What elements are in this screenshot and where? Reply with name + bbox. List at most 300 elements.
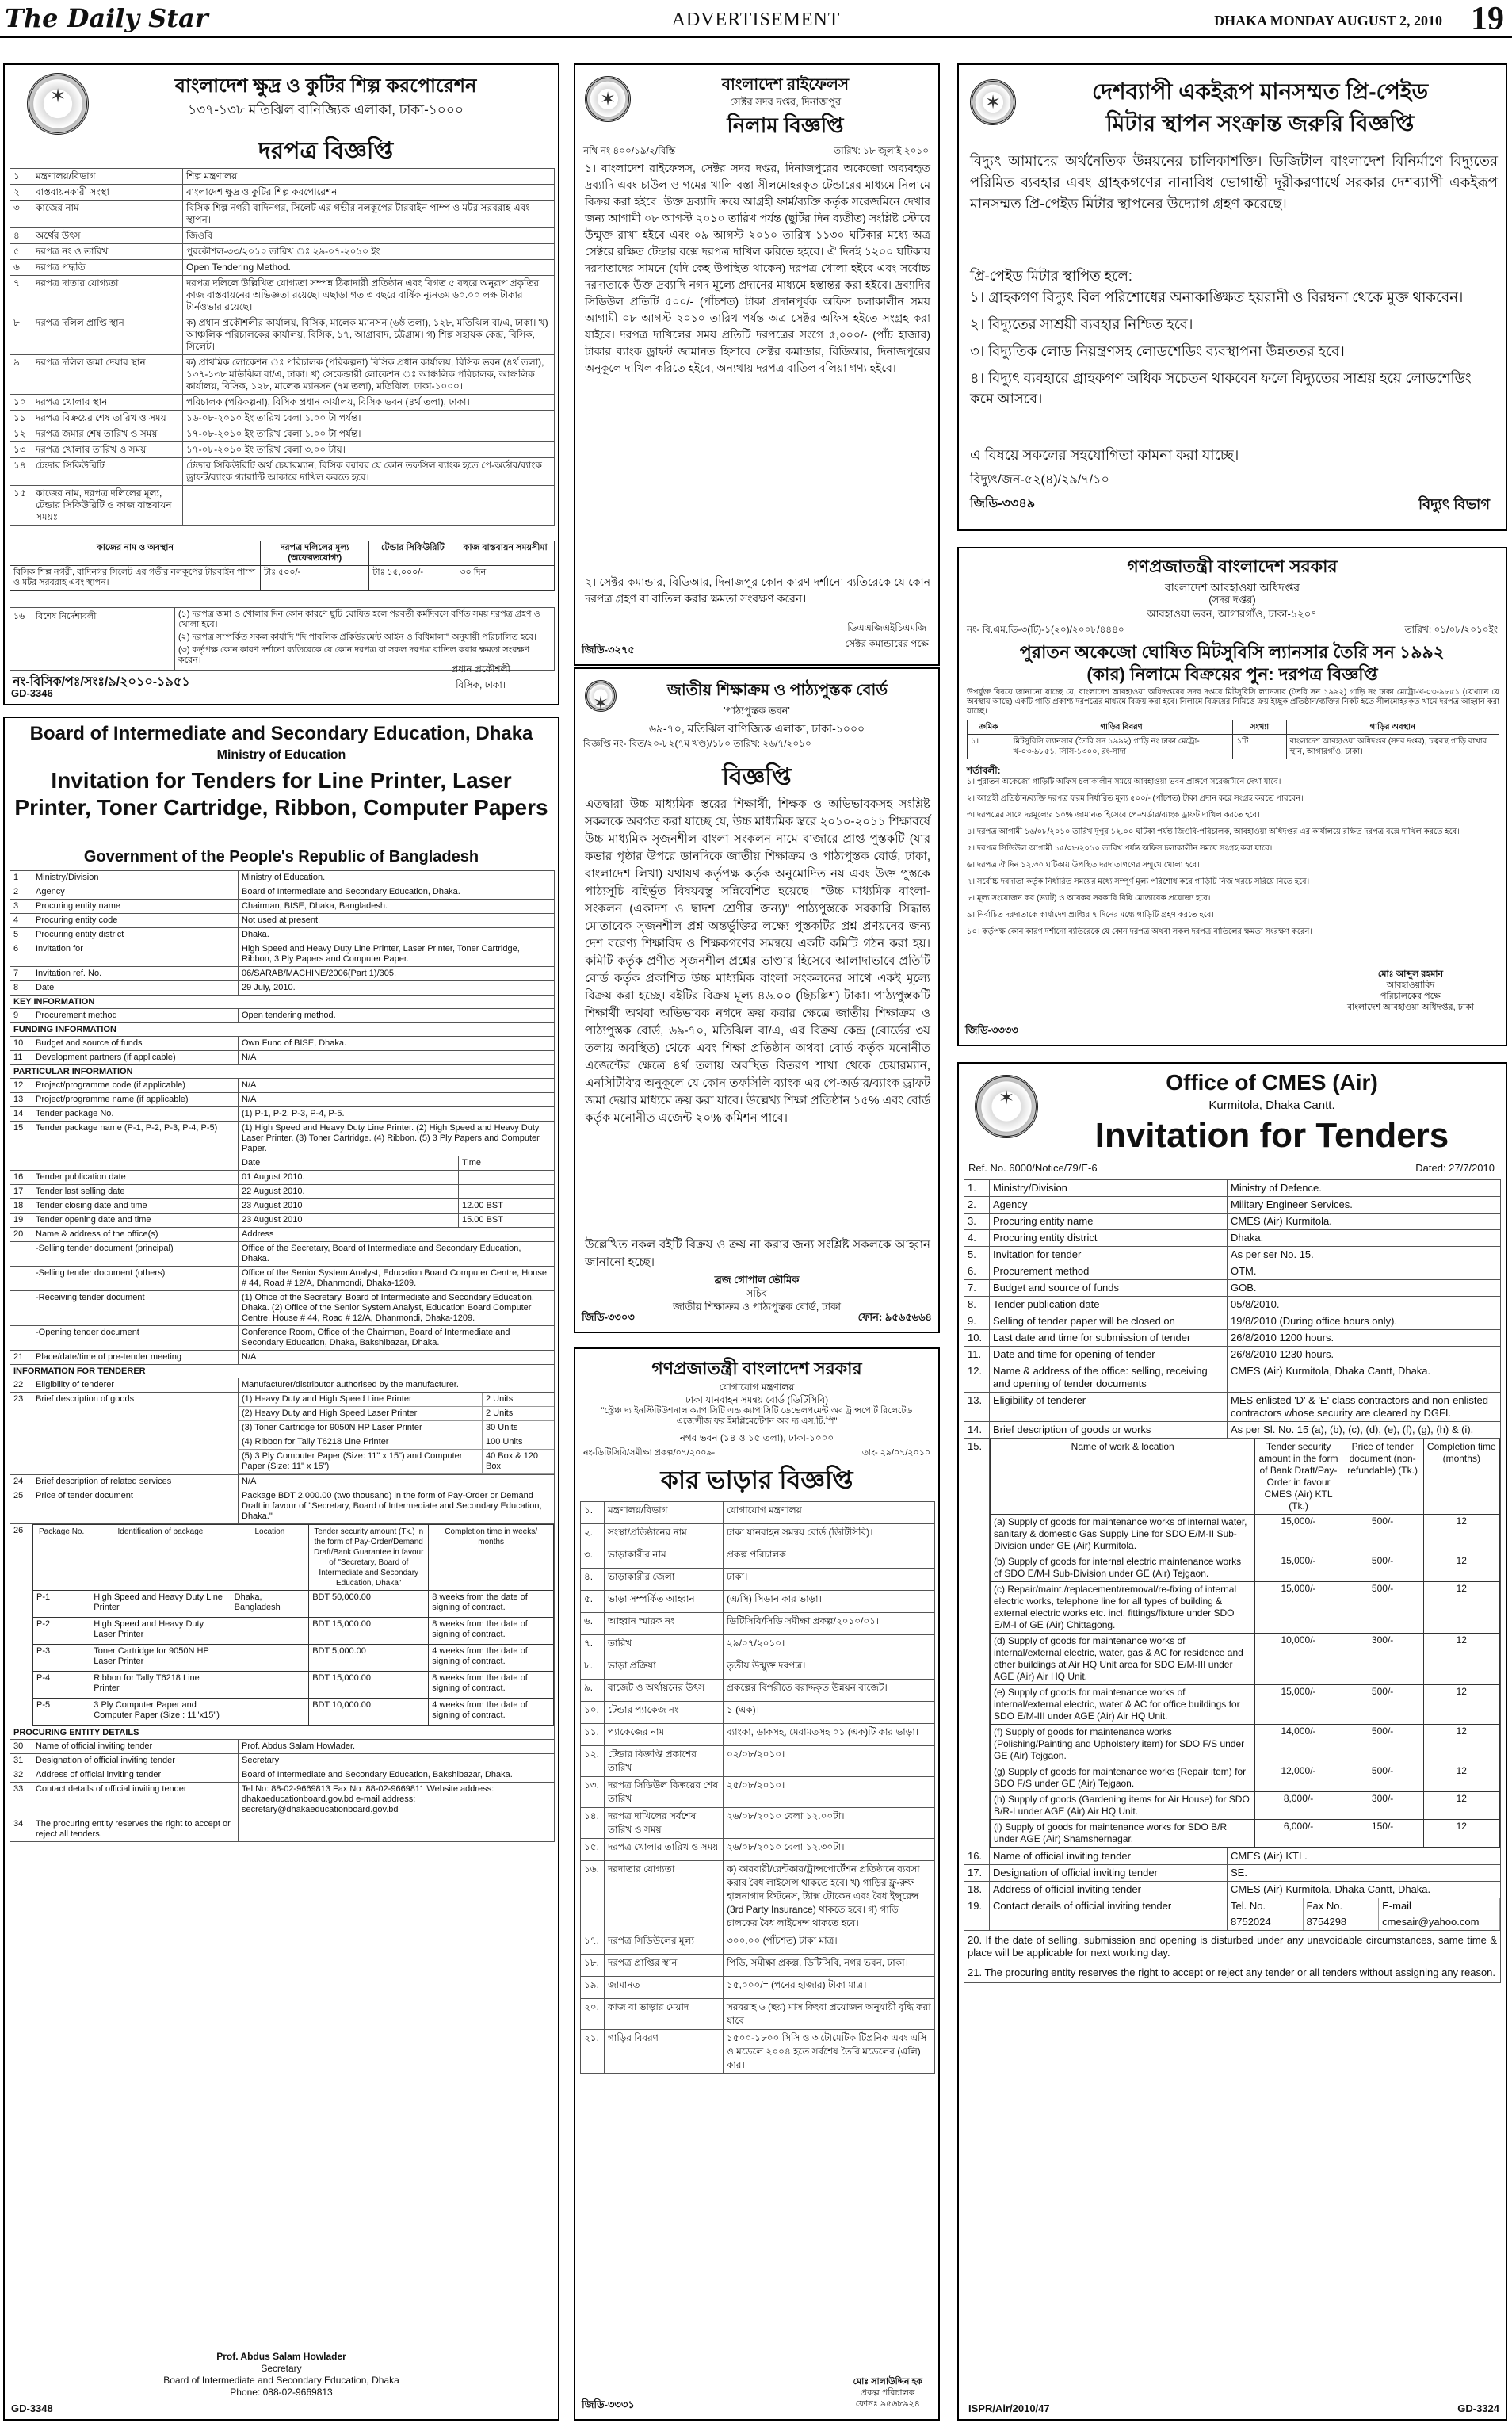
- table-cell: 8,000/-: [1255, 1792, 1342, 1820]
- nctb-signer-org: জাতীয় শিক্ষাক্রম ও পাঠ্যপুস্তক বোর্ড, ঢাকা: [673, 1301, 841, 1313]
- table-row: [10, 1489, 555, 1524]
- table-row: [580, 1613, 935, 1635]
- row-value: 23 August 2010: [239, 1199, 459, 1213]
- table-cell: 8 weeks from the date of signing of contract.: [429, 1618, 554, 1645]
- table-cell: 12: [1423, 1820, 1499, 1848]
- row-label: Price of tender document: [32, 1489, 239, 1523]
- table-row: [10, 1242, 555, 1267]
- goods-name: (5) 3 Ply Computer Paper (Size: 11" x 15") and Computer Paper (Size: 11" x 15"): [239, 1450, 483, 1473]
- bdr-date: তারিখ: ১৮ জুলাই ২০১০: [834, 145, 929, 156]
- goods-item: [239, 1407, 554, 1421]
- table-row: [964, 1422, 1501, 1439]
- table-row: [10, 1351, 555, 1365]
- table-cell: BDT 15,000.00: [309, 1618, 429, 1645]
- column-header: Name of work & location: [991, 1439, 1255, 1515]
- row-label: কাজ বা ভাড়ার মেয়াদ: [605, 1999, 724, 2029]
- table-cell: [231, 1618, 309, 1645]
- row-label: The procuring entity reserves the right to accept or reject all tenders.: [32, 1817, 239, 1841]
- bdr-body: ১। বাংলাদেশ রাইফেলস, সেক্টর সদর দপ্তর, দিনাজপুরের অকেজো অব্যবহৃত দ্রব্যাদি এবং চাউল ও গমের খালি বস্তা সীলমোহরকৃত টেন্ডারের মাধ্যমে নিলামে বিক্রয় করা হইবে। উক্ত দ্রব্যাদি ক্রয়ে আগ্রহী ফার্ম/ব্যক্তি কর্তৃক সরেজমিনে দেখার জন্য আগামী ০৮ আগস্ট ২০১০ তারিখ পর্যন্ত (ছুটির দিন ব্যতীত) সংশ্লিষ্ট স্টোরে উন্মুক্ত রাখা হইবে এবং ০৯ আগস্ট ২০১০ তারিখ ১১৩০ ঘটিকার মধ্যে অত্র সেক্টরে রক্ষিত টেন্ডার বক্সে দরপত্র দাখিল করিতে হইবে। ঐ দিনই ১২০০ ঘটিকায় দরদাতাদের সামনে (যদি কেহ উপস্থিত থাকেন) দরপত্র খোলা হইবে এবং সর্বোচ্চ দরদাতাকে উক্ত দ্রব্যাদি নগদ মূল্যে প্রদানের মাধ্যমে হস্তান্তর করা হইবে। দ্রব্যাদির সিডিউল প্রতিটি ৫০০/- (পাঁচশত) টাকা প্রদানপূর্বক অফিস চলাকালীন সময় আগামী ০৮ আগস্ট ২০১০ তারিখ পর্যন্ত অত্র সেক্টর অফিস হইতে সংগ্রহ করা যাইবে। দরপত্র দাখিলের সময় প্রতিটি দরপত্রের সংগে ৫,০০০/- (পাঁচ হাজার) টাকার ব্যাংক ড্রাফট জামানত হিসাবে সেক্টর কমান্ডার, বিডিআর, দিনাজপুরের অনুকূলে দাখিল করিতে হইবে, অন্যথায় দরপত্র বাতিল বলিয়া গণ্য হইবে।: [585, 162, 930, 374]
- row-number: 14.: [964, 1422, 990, 1438]
- row-value: 26/8/2010 1230 hours.: [1231, 1348, 1334, 1360]
- table-row: [10, 201, 555, 228]
- row-label: ভাড়াকারীর নাম: [605, 1546, 724, 1568]
- row-label: Project/programme name (if applicable): [32, 1093, 239, 1106]
- table-row: [964, 1848, 1501, 1865]
- term-item: ৩। দরপত্রের সাথে দরমূল্যের ১০% জামানত হিসেবে পে-অর্ডার/ব্যাংক ড্রাফট দাখিল করতে হবে।: [967, 811, 1260, 820]
- table-row: [10, 426, 555, 442]
- row-label: আহ্বান স্মারক নং: [605, 1613, 724, 1634]
- table-row: [964, 1393, 1501, 1422]
- row-value: ১৭-০৮-২০১০ ইং তারিখ বেলা ৩.০০ টায়।: [186, 444, 346, 455]
- row-number: ১: [10, 169, 32, 184]
- dateline: DHAKA MONDAY AUGUST 2, 2010: [1214, 13, 1442, 29]
- column-header: কাজের নাম ও অবস্থান: [10, 541, 261, 566]
- row-number: 14: [10, 1107, 32, 1121]
- column-header: Completion time (months): [1423, 1439, 1499, 1515]
- row-label: Tender package No.: [32, 1107, 239, 1121]
- table-row: [10, 355, 555, 395]
- nctb-signer-name: ব্রজ গোপাল ভৌমিক: [714, 1274, 800, 1286]
- row-value: [239, 1817, 554, 1841]
- row-value: শিল্প মন্ত্রণালয়: [186, 170, 238, 182]
- table-row: [580, 1746, 935, 1777]
- bscic-tender-ad: [3, 63, 559, 705]
- car-signer-name: মোঃ সালাউদ্দিন হক: [853, 2377, 922, 2387]
- met-title-2: (কার) নিলামে বিক্রয়ের পুন: দরপত্র বিজ্ঞপ্তি: [1086, 664, 1378, 684]
- car-addr: নগর ভবন (১৪ ও ১৫ তলা), ঢাকা-১০০০: [679, 1432, 834, 1443]
- table-cell: BDT 15,000.00: [309, 1672, 429, 1699]
- row-number: [10, 1326, 32, 1350]
- row-number: 24: [10, 1475, 32, 1489]
- met-date: তারিখ: ০১/০৮/২০১০ইং: [1404, 624, 1498, 635]
- prepaid-code: জিডি-৩৩৪৯: [970, 497, 1036, 510]
- row-number: ১৪: [10, 458, 32, 485]
- table-cell: 300/-: [1342, 1792, 1423, 1820]
- table-cell: BDT 5,000.00: [309, 1645, 429, 1672]
- table-row: [10, 315, 555, 355]
- section-title: ADVERTISEMENT: [671, 10, 841, 30]
- bdr-code: জিডি-৩২৭৫: [582, 644, 635, 655]
- work-name: (f) Supply of goods for maintenance works (Polishing/Painting and Upholstery item) for SDO F/S under GE (Air) Tejgaon.: [991, 1725, 1255, 1764]
- bscic-signer-title: প্রধান প্রকৌশলী: [451, 663, 510, 675]
- bise-phone: Phone: 088-02-9669813: [230, 2387, 333, 2398]
- row-number: ১২: [10, 426, 32, 441]
- bdr-sign-title: সেক্টর কমান্ডারের পক্ষে: [845, 638, 929, 649]
- row-label: Procuring entity district: [990, 1230, 1228, 1246]
- table-row: [580, 1591, 935, 1613]
- table-row: [580, 1932, 935, 1955]
- table-row: [10, 967, 555, 981]
- bscic-work-table: [10, 541, 555, 591]
- row-value: ডিটিসিবি/সিডি সমীক্ষা প্রকল্প/২০১০/০১।: [727, 1615, 880, 1626]
- row-label: Agency: [990, 1197, 1228, 1213]
- work-name: (e) Supply of goods for maintenance works of internal/external electric, water & AC for office buildings for SDO E/M-III under AGE (Air) Air HQ Unit.: [991, 1685, 1255, 1725]
- contact-cell: cmesair@yahoo.com: [1379, 1914, 1500, 1930]
- row-label: দরপত্র প্রাপ্তির স্থান: [605, 1955, 724, 1976]
- met-signer-title: আবহাওয়াবিদ: [1386, 980, 1435, 990]
- table-cell: [231, 1645, 309, 1672]
- goods-qty: 30 Units: [486, 1423, 518, 1432]
- table-row: [10, 1156, 555, 1171]
- goods-item: [239, 1435, 554, 1450]
- row-label: Last date and time for submission of tender: [990, 1330, 1228, 1346]
- met-code: জিডি-৩৩৩৩: [965, 1024, 1018, 1036]
- row-value: (1) Office of the Secretary, Board of Intermediate and Secondary Education, Dhaka. (2) Office of the Senior System Analyst, Education Board Computer Centre, House # 44, Road # 12/A, Dhanmondi, Dhaka-1209.: [242, 1293, 534, 1323]
- package-row: [33, 1591, 554, 1618]
- goods-item: [239, 1421, 554, 1435]
- row-number: [10, 1291, 32, 1325]
- table-cell: 8 weeks from the date of signing of contract.: [429, 1672, 554, 1699]
- table-cell: 8 weeks from the date of signing of contract.: [429, 1591, 554, 1618]
- table-row: [964, 1330, 1501, 1347]
- row-label: [32, 1156, 239, 1170]
- row-number: 2: [10, 885, 32, 899]
- column-header: কাজ বাস্তবায়ন সময়সীমা: [456, 541, 555, 566]
- goods-item: [239, 1393, 554, 1407]
- row-number: [10, 1156, 32, 1170]
- prepaid-title-1: দেশব্যাপী একইরূপ মানসম্মত প্রি-পেইড: [1091, 79, 1429, 104]
- table-row: [964, 1313, 1501, 1330]
- term-item: ৪। দরপত্র আগামী ১৬/০৮/২০১০ তারিখ দুপুর ১২.০০ ঘটিকা পর্যন্ত জিওবি-পরিচালক, আবহাওয়া অধিদপ্তর এর কার্যালয়ে রক্ষিত দরপত্র বক্সে দাখিল করতে হবে।: [967, 827, 1460, 836]
- row-number: 6: [10, 942, 32, 966]
- table-row: [10, 1768, 555, 1783]
- row-number: ১.: [581, 1502, 605, 1523]
- table-cell: 4 weeks from the date of signing of contract.: [429, 1699, 554, 1726]
- row-label: প্যাকেজের নাম: [605, 1724, 724, 1745]
- row-time: [459, 1171, 554, 1184]
- package-row: [33, 1645, 554, 1672]
- car-gov: গণপ্রজাতন্ত্রী বাংলাদেশ সরকার: [651, 1359, 862, 1378]
- goods-name: (4) Ribbon for Tally T6218 Line Printer: [239, 1435, 483, 1449]
- table-cell: 12: [1423, 1725, 1499, 1764]
- table-cell: 10,000/-: [1255, 1634, 1342, 1685]
- table-row: [10, 942, 555, 967]
- bdr-seal-icon: [585, 76, 631, 122]
- row-number: 4: [10, 914, 32, 927]
- cmes-eagle-icon: [975, 1075, 1038, 1138]
- row-label: ভাড়াকারীর জেলা: [605, 1569, 724, 1590]
- row-label: টেন্ডার প্যাকেজ নং: [605, 1702, 724, 1723]
- row-value: 06/SARAB/MACHINE/2006(Part 1)/305.: [242, 969, 397, 978]
- row-value: ১ (এক)।: [727, 1704, 759, 1715]
- row-number: ৯.: [581, 1680, 605, 1701]
- table-cell: P-5: [33, 1699, 90, 1726]
- nctb-body: এতদ্বারা উচ্চ মাধ্যমিক স্তরের শিক্ষার্থী, শিক্ষক ও অভিভাবকসহ সংশ্লিষ্ট সকলকে অবগত করা যাচ্ছে যে, উচ্চ মাধ্যমিক স্তরে ২০১০-২০১১ শিক্ষাবর্ষে উচ্চ মাধ্যমিক সৃজনশীল বাংলা সংকলন নামে বাজারে প্রাপ্ত পুস্তকটি (যার কভার পৃষ্ঠার উপরে ডানদিকে জাতীয় শিক্ষাক্রম ও পাঠ্যপুস্তক বোর্ড, ঢাকা, বাংলাদেশ লিখা) যথাযথ কর্তৃপক্ষ কর্তৃক অনুমোদিত নয় এবং উক্ত পুস্তকে পাঠ্যসূচি বহির্ভূত বিষয়বস্তু সন্নিবেশিত হয়েছে। "উচ্চ মাধ্যমিক বাংলা-সংকলন (একাদশ ও দ্বাদশ শ্রেণীর জন্য)" পাঠ্যপুস্তকে সরকারি সিদ্ধান্ত মোতাবেক সৃজনশীল প্রশ্ন অন্তর্ভুক্তির লক্ষ্যে পুস্তকটির প্রশ্ন প্রণয়নের জন্য দেশ বরেণ্য শিক্ষাবিদ ও শিক্ষকগণের সমন্বয়ে একটি কমিটি গঠন করা হয়। কমিটি কর্তৃক প্রণীত সৃজনশীল প্রশ্নের ভাণ্ডার হিসেবে আলাদাভাবে প্রতিটি বোর্ড কর্তৃক প্রকাশিত উচ্চ মাধ্যমিক বাংলা সংকলনের সাথে একই মূল্যে বিক্রয় করা হচ্ছে। বইটির বিক্রয় মূল্য ৪৬.০০ (ছিচল্লিশ) টাকা। পাঠ্যপুস্তকটি শিক্ষার্থী অথবা অভিভাবক নগদে ক্রয় করার ক্ষেত্রে জাতীয় শিক্ষাক্রম ও পাঠ্যপুস্তক বোর্ড, ৬৯-৭০, মতিঝিল বা/এ, এর বিক্রয় কেন্দ্র (বোর্ডের ৩য় তলায় অবস্থিত) থেকে এবং শিক্ষা প্রতিষ্ঠান অথবা বোর্ড কর্তৃক মনোনীত এজেন্টের ক্ষেত্রে ৪র্থ তলায় অবস্থিত বিতরণ শাখা থেকে চেয়ারম্যান, এনসিটিবি'র অনুকূলে যে কোন তফসিলি ব্যাংক এর পে-অর্ডার/ব্যাংক ড্রাফট জমা দেয়ার মাধ্যমে ক্রয় করা যাবে। উল্লেখ্য শিক্ষা প্রতিষ্ঠান ১৫% এবং বোর্ড কর্তৃক মনোনীত এজেন্ট ২০% কমিশন পাবে।: [585, 797, 930, 1125]
- row-number: ৭.: [581, 1635, 605, 1657]
- row-number: 3: [10, 900, 32, 913]
- table-cell: Dhaka, Bangladesh: [231, 1591, 309, 1618]
- row-number: 19.: [964, 1898, 990, 1930]
- row-number: ৮.: [581, 1657, 605, 1679]
- cmes-table: [964, 1179, 1501, 1983]
- row-number: 7: [10, 967, 32, 980]
- work-name: (g) Supply of goods for maintenance works (Repair item) for SDO F/S under GE (Air) Tejgaon.: [991, 1764, 1255, 1792]
- met-terms: [967, 777, 1499, 943]
- row-label: টেন্ডার সিকিউরিটি: [32, 458, 183, 485]
- table-row: [964, 1247, 1501, 1263]
- row-value: [183, 486, 554, 525]
- table-cell: 14,000/-: [1255, 1725, 1342, 1764]
- car-project: "স্ট্রেঞ্চ দ্য ইনস্টিটিউশনাল ক্যাপাসিটি এন্ড ক্যাপাসিটি ডেভেলপমেন্ট অব ট্রান্সপোর্ট রিলেটেড এজেন্সীজ ফর ইমপ্লিমেন্টেশন অব দ্য এস.টি.পি": [601, 1406, 913, 1426]
- prepaid-ref: বিদ্যুৎ/জন-৫২(৪)/২৯/৭/১০: [970, 473, 1109, 487]
- bdr-signer: [845, 621, 929, 653]
- met-ref: নং- বি.এম.ডি-৩(টি)-১(২০)/২০০৮/৪৪৪০: [967, 624, 1124, 635]
- work-name: (a) Supply of goods for maintenance works of internal water, sanitary & domestic Gas Supply Line for SDO E/M-II Sub-Division under GE (Air) Kurmitola.: [991, 1515, 1255, 1554]
- table-row: [10, 1214, 555, 1228]
- table-row: [580, 1977, 935, 1999]
- row-number: 18.: [964, 1882, 990, 1898]
- row-number: ৭: [10, 276, 32, 315]
- table-cell: BDT 10,000.00: [309, 1699, 429, 1726]
- nctb-signer: [575, 1273, 938, 1313]
- row-number: ১৬.: [581, 1861, 605, 1932]
- table-cell: 3 Ply Computer Paper and Computer Paper (Size : 11"x15"): [90, 1699, 231, 1726]
- row-number: 17: [10, 1185, 32, 1198]
- row-number: ১১: [10, 411, 32, 426]
- bise-signer-title: Secretary: [261, 2363, 302, 2374]
- nctb-title: বিজ্ঞপ্তি: [722, 764, 792, 790]
- row-number: ১০.: [581, 1702, 605, 1723]
- row-value: High Speed and Heavy Duty Line Printer, Laser Printer, Toner Cartridge, Ribbon, 3 Ply Papers and Computer Paper.: [242, 944, 520, 964]
- row-label: কাজের নাম: [32, 201, 183, 227]
- row-number: 1: [10, 871, 32, 885]
- met-terms-title: শর্তাবলী:: [967, 765, 1001, 776]
- table-row: [580, 1546, 935, 1569]
- row-value: CMES (Air) Kurmitola, Dhaka Cantt, Dhaka.: [1231, 1365, 1431, 1377]
- nctb-building: 'পাঠ্যপুস্তক ভবন': [724, 705, 790, 717]
- row-label: Procurement method: [32, 1009, 239, 1022]
- table-cell: মিটসুবিসি ল্যানসার (তৈরি সন ১৯৯২) গাড়ি নং ঢাকা মেট্রো-খ-০৩-৯৮৫১, সিসি-১৩০০, রং-সাদা: [1010, 735, 1233, 759]
- row-label: Procuring entity name: [990, 1214, 1228, 1229]
- car-org: ঢাকা যানবাহন সমন্বয় বোর্ড (ডিটিসিবি): [685, 1394, 829, 1405]
- cmes-location: Kurmitola, Dhaka Cantt.: [1208, 1099, 1335, 1112]
- row-number: 8: [10, 981, 32, 995]
- row-value: (এ/সি) সিডান কার ভাড়া।: [727, 1593, 822, 1604]
- table-cell: বিসিক শিল্প নগরী, বাদিনগর সিলেট এর গভীর নলকূপের টারবাইন পাম্প ও মটর সরবরাহ এবং স্থাপন।: [10, 566, 261, 591]
- met-car-auction-ad: [957, 547, 1507, 1046]
- table-cell: 12: [1423, 1685, 1499, 1725]
- table-row: [964, 1230, 1501, 1247]
- row-value: N/A: [242, 1477, 257, 1486]
- row-label: দরপত্র খোলার তারিখ ও সময়: [605, 1839, 724, 1860]
- table-cell: ১।: [968, 735, 1010, 759]
- table-cell: P-2: [33, 1618, 90, 1645]
- table-cell: 12: [1423, 1515, 1499, 1554]
- contact-cell: E-mail: [1379, 1898, 1500, 1914]
- row-value: Prof. Abdus Salam Howlader.: [242, 1741, 356, 1751]
- table-cell: 15,000/-: [1255, 1582, 1342, 1634]
- row-label: মন্ত্রণালয়/বিভাগ: [605, 1502, 724, 1523]
- car-signer-title: প্রকল্প পরিচালক: [861, 2388, 915, 2398]
- row-label: টেন্ডার বিজ্ঞপ্তি প্রকাশের তারিখ: [605, 1746, 724, 1776]
- bscic-seal-icon: [27, 73, 89, 135]
- row-number: ১০: [10, 395, 32, 410]
- column-header: গাড়ির অবস্থান: [1286, 720, 1499, 735]
- cmes-title: Invitation for Tenders: [1094, 1116, 1449, 1155]
- work-row: [991, 1515, 1500, 1554]
- row-number: ৯: [10, 355, 32, 394]
- table-cell: 500/-: [1342, 1554, 1423, 1582]
- table-row: [580, 1955, 935, 1977]
- row-value: N/A: [242, 1352, 257, 1362]
- row-value: ৩০০.০০ (পাঁচশত) টাকা মাত্র।: [727, 1935, 838, 1946]
- row-number: 5.: [964, 1247, 990, 1263]
- table-row: [964, 1214, 1501, 1230]
- row-label: Procuring entity name: [32, 900, 239, 913]
- bscic-address: ১৩৭-১৩৮ মতিঝিল বানিজ্যিক এলাকা, ঢাকা-১০০০: [188, 102, 464, 117]
- bdr-sub: সেক্টর সদর দপ্তর, দিনাজপুর: [729, 96, 842, 108]
- row-number: ১২.: [581, 1746, 605, 1776]
- table-cell: বাংলাদেশ আবহাওয়া অধিদপ্তর (সদর দপ্তর), চত্বরস্থ গাড়ি রাখার স্থান, আগারগাঁও, ঢাকা।: [1286, 735, 1499, 759]
- row-number: ৮: [10, 315, 32, 354]
- table-row: [580, 1569, 935, 1591]
- row-value: As per Sl. No. 15 (a), (b), (c), (d), (e), (f), (g), (h) & (i).: [1231, 1424, 1474, 1435]
- row-label: Name & address of the office: selling, receiving and opening of tender documents: [990, 1363, 1228, 1392]
- row-label: বাজেট ও অর্থায়নের উৎস: [605, 1680, 724, 1701]
- row-label: Eligibility of tenderer: [32, 1378, 239, 1392]
- prepaid-meter-ad: [957, 63, 1507, 531]
- row-value: (1) P-1, P-2, P-3, P-4, P-5.: [242, 1109, 345, 1118]
- bise-code: GD-3348: [11, 2402, 53, 2414]
- nctb-code: জিডি-৩৩০৩: [582, 1311, 635, 1323]
- row-number: ১৩: [10, 442, 32, 457]
- row-value: ক) প্রাথমিক লোকেশন ঃ পরিচালক (পরিকল্পনা) বিসিক প্রধান কার্যালয়, বিসিক ভবন (৪র্থ তলা), ১৩৭-১৩৮ মতিঝিল বা/এ, ঢাকা। খ) সেকেন্ডারী লোকেশন ঃ আঞ্চলিক পরিচালক, আঞ্চলিক কার্যালয়, বিসিক, ১২৮, মালেক ম্যানসন (৭ম তলা), মতিঝিল, ঢাকা-১০০০।: [186, 357, 544, 392]
- met-signer: [1347, 969, 1474, 1013]
- row-number: 12.: [964, 1363, 990, 1392]
- row-label: দরদাতার যোগ্যতা: [605, 1861, 724, 1932]
- row-value: N/A: [242, 1095, 257, 1104]
- row-value: ১৭-০৮-২০১০ ইং তারিখ বেলা ১.০০ টা পর্যন্ত।: [186, 428, 361, 439]
- row-value: পিডি, সমীক্ষা প্রকল্প, ডিটিসিবি, নগর ভবন, ঢাকা।: [727, 1957, 908, 1968]
- row-label: দরপত্র জমার শেষ তারিখ ও সময়: [32, 426, 183, 441]
- table-cell: 12: [1423, 1634, 1499, 1685]
- row-label: -Selling tender document (principal): [32, 1242, 239, 1266]
- work-row: [991, 1554, 1500, 1582]
- table-row: [10, 1783, 555, 1817]
- row-label: Place/date/time of pre-tender meeting: [32, 1351, 239, 1364]
- table-row: [580, 1524, 935, 1546]
- goods-name: (1) Heavy Duty and High Speed Line Printer: [239, 1393, 483, 1406]
- goods-qty: 2 Units: [486, 1394, 514, 1404]
- row-value: Chairman, BISE, Dhaka, Bangladesh.: [242, 901, 388, 911]
- row-label: Tender package name (P-1, P-2, P-3, P-4, P-5): [32, 1122, 239, 1156]
- table-cell: 12: [1423, 1764, 1499, 1792]
- row-label: Invitation for: [32, 942, 239, 966]
- row-label: দরপত্র দাখিলের সর্বশেষ তারিখ ও সময়: [605, 1808, 724, 1838]
- row-number: ১৮.: [581, 1955, 605, 1976]
- row-value: GOB.: [1231, 1282, 1257, 1294]
- table-row: [580, 1839, 935, 1861]
- row-value: CMES (Air) Kurmitola.: [1231, 1215, 1332, 1227]
- bise-signer: [5, 2351, 558, 2398]
- table-cell: 500/-: [1342, 1582, 1423, 1634]
- met-gov: গণপ্রজাতন্ত্রী বাংলাদেশ সরকার: [1127, 556, 1338, 576]
- row-value: ২৬/০৮/২০১০ বেলা ১২.৩০টা।: [727, 1841, 845, 1852]
- prepaid-points: [970, 287, 1498, 415]
- bscic-special-no: ১৬: [10, 608, 32, 670]
- table-row: [10, 1122, 555, 1156]
- row-number: 21: [10, 1351, 32, 1364]
- table-cell: 12,000/-: [1255, 1764, 1342, 1792]
- row-number: 17.: [964, 1865, 990, 1881]
- row-time: 12.00 BST: [462, 1201, 503, 1210]
- package-table: [10, 1524, 555, 1726]
- section-title: INFORMATION FOR TENDERER: [10, 1365, 555, 1378]
- table-row: [580, 1502, 935, 1524]
- row-value: 01 August 2010.: [239, 1171, 459, 1184]
- row-value: N/A: [242, 1053, 257, 1062]
- row-label: ভাড়া সম্পর্কিত আহ্বান: [605, 1591, 724, 1612]
- work-row: [991, 1725, 1500, 1764]
- table-row: [964, 1882, 1501, 1898]
- row-label: Ministry/Division: [990, 1180, 1228, 1196]
- car-code: জিডি-৩৩৩১: [582, 2398, 635, 2410]
- column-header: Tender security amount in the form of Bank Draft/Pay-Order in favour CMES (Air) KTL (Tk.): [1255, 1439, 1342, 1515]
- row-label: Designation of official inviting tender: [990, 1865, 1228, 1881]
- row-value: Manufacturer/distributor authorised by the manufacturer.: [242, 1380, 459, 1389]
- row-number: 12: [10, 1079, 32, 1092]
- row-number: 34: [10, 1817, 32, 1841]
- row-value: প্রকল্প পরিচালক।: [727, 1549, 790, 1560]
- row-number: 16: [10, 1171, 32, 1184]
- cmes-ref: Ref. No. 6000/Notice/79/E-6: [968, 1162, 1098, 1174]
- table-row: [580, 1999, 935, 2030]
- row-value: Ministry of Education.: [242, 873, 326, 882]
- row-number: ৬.: [581, 1613, 605, 1634]
- row-value: ২৬/০৮/২০১০ বেলা ১২.০০টা।: [727, 1810, 845, 1821]
- row-number: 11: [10, 1051, 32, 1064]
- goods-list: [239, 1393, 554, 1474]
- row-label: Invitation ref. No.: [32, 967, 239, 980]
- met-org: বাংলাদেশ আবহাওয়া অধিদপ্তর: [1164, 581, 1300, 594]
- row-value: Dhaka.: [1231, 1232, 1264, 1244]
- row-label: Project/programme code (if applicable): [32, 1079, 239, 1092]
- row-number: ১৪.: [581, 1808, 605, 1838]
- row-label: Name & address of the office(s): [32, 1228, 239, 1241]
- row-label: মন্ত্রণালয়/বিভাগ: [32, 169, 183, 184]
- row-number: ১৯.: [581, 1977, 605, 1998]
- term-item: ১০। কর্তৃপক্ষ কোন কারণ দর্শানো ব্যতিরেকে যে কোন দরপত্র অথবা সকল দরপত্র বাতিলের ক্ষমতা সংরক্ষণ করেন।: [967, 927, 1312, 936]
- row-number: ১৭.: [581, 1932, 605, 1954]
- row-value: SE.: [1231, 1867, 1247, 1879]
- bscic-special: [10, 607, 555, 671]
- table-row: [580, 1702, 935, 1724]
- row-label: Agency: [32, 885, 239, 899]
- met-signer-name: মোঃ আব্দুল রহমান: [1377, 969, 1444, 979]
- row-number: ৩: [10, 201, 32, 227]
- row-number: 15: [10, 1122, 32, 1156]
- row-number: ৩.: [581, 1546, 605, 1568]
- row-number: 1.: [964, 1180, 990, 1196]
- table-row: [10, 1475, 555, 1489]
- row-number: ২১.: [581, 2030, 605, 2073]
- bscic-rows: [10, 168, 555, 526]
- row-number: 23: [10, 1393, 32, 1474]
- nctb-body-2: উল্লেখিত নকল বইটি বিক্রয় ও ক্রয় না করার জন্য সংশ্লিষ্ট সকলকে আহ্বান জানানো হচ্ছে।: [585, 1238, 930, 1269]
- section-title: KEY INFORMATION: [10, 996, 555, 1009]
- table-cell: 12: [1423, 1792, 1499, 1820]
- row-number: 32: [10, 1768, 32, 1782]
- bise-ministry: Ministry of Education: [216, 748, 346, 762]
- row-value: 23 August 2010: [239, 1214, 459, 1227]
- car-signer: [853, 2376, 922, 2410]
- table-row: [580, 1808, 935, 1839]
- row-number: 13: [10, 1093, 32, 1106]
- package-row: [33, 1618, 554, 1645]
- met-signer-org: বাংলাদেশ আবহাওয়া অধিদপ্তর, ঢাকা: [1346, 1003, 1474, 1012]
- contact-row: [964, 1898, 1501, 1931]
- row-label: Ministry/Division: [32, 871, 239, 885]
